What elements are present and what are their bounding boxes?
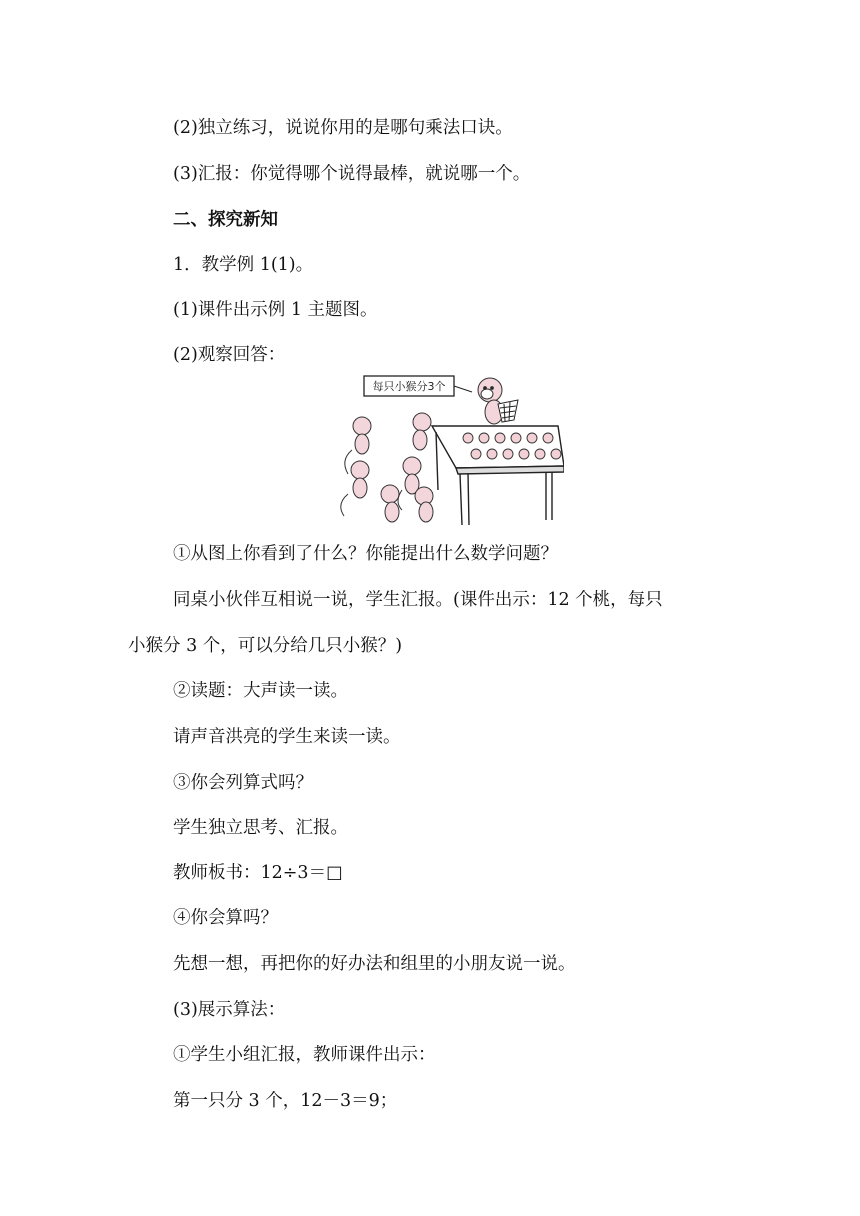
paragraph: ④你会算吗？ — [173, 908, 278, 928]
paragraph: 先想一想，再把你的好办法和组里的小朋友说一说。 — [173, 954, 576, 974]
monkey-with-basket — [478, 378, 503, 424]
paragraph: (2)独立练习，说说你用的是哪句乘法口诀。 — [173, 118, 513, 138]
paragraph: 第一只分 3 个，12－3＝9； — [173, 1091, 398, 1111]
waiting-monkeys — [351, 413, 433, 522]
section-heading: 二、探究新知 — [173, 210, 278, 230]
paragraph: 学生独立思考、汇报。 — [173, 818, 348, 838]
paragraph: 1．教学例 1(1)。 — [173, 255, 314, 275]
basket — [498, 400, 518, 422]
paragraph: ②读题：大声读一读。 — [173, 681, 348, 701]
monkey-peach-illustration — [332, 370, 564, 530]
paragraph: (1)课件出示例 1 主题图。 — [173, 300, 378, 320]
paragraph: 教师板书：12÷3＝□ — [173, 863, 343, 883]
paragraph: 小猴分 3 个，可以分给几只小猴？) — [128, 636, 403, 656]
paragraph: 请声音洪亮的学生来读一读。 — [173, 727, 401, 747]
paragraph: ③你会列算式吗？ — [173, 773, 313, 793]
paragraph: (2)观察回答： — [173, 345, 286, 365]
paragraph: ①学生小组汇报，教师课件出示： — [173, 1045, 436, 1065]
paragraph: (3)展示算法： — [173, 1000, 286, 1020]
paragraph: 同桌小伙伴互相说一说，学生汇报。(课件出示：12 个桃，每只 — [173, 590, 663, 610]
monkeys-table-drawing — [332, 370, 564, 530]
sign-label: 每只小猴分3个 — [372, 380, 446, 393]
paragraph: ①从图上你看到了什么？你能提出什么数学问题？ — [173, 544, 558, 564]
paragraph: (3)汇报：你觉得哪个说得最棒，就说哪一个。 — [173, 164, 531, 184]
